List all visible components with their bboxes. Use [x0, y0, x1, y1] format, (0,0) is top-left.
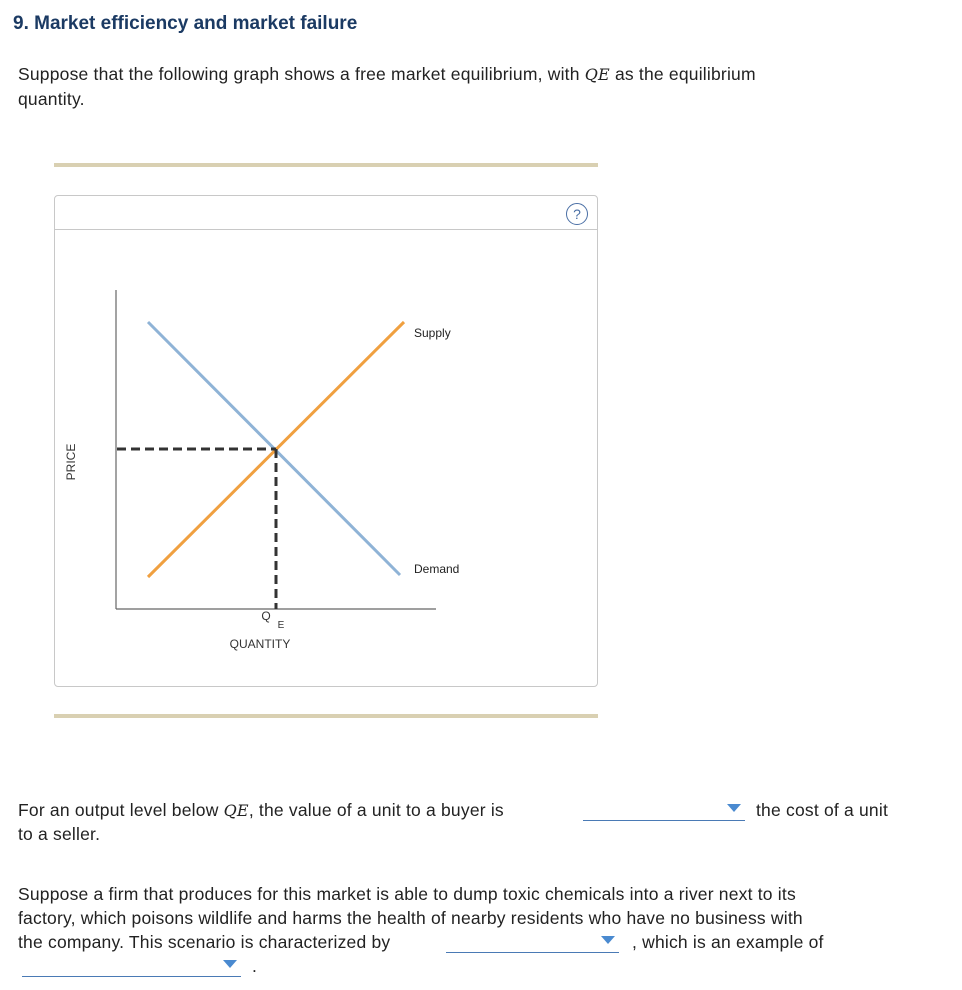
x-axis-label: QUANTITY — [229, 637, 291, 651]
chevron-down-icon — [223, 960, 237, 968]
q2-text-line1: Suppose a firm that produces for this market is able to dump toxic chemicals into a river next to its — [18, 884, 796, 904]
q1-qe-symbol: QE — [223, 801, 249, 820]
q2-end-period: . — [252, 956, 258, 976]
q2-text-line3b: , which is an example of — [632, 932, 824, 952]
q2-example-of-dropdown[interactable] — [22, 956, 241, 977]
intro-qe-symbol: QE — [584, 65, 610, 84]
bottom-divider — [54, 714, 598, 718]
q1-text-part3: the cost of a unit — [756, 800, 889, 820]
q1-text-part1: For an output level below — [18, 800, 224, 820]
intro-text-before: Suppose that the following graph shows a free market equilibrium, with — [18, 64, 585, 84]
y-axis-label: PRICE — [64, 443, 78, 481]
top-divider — [54, 163, 598, 167]
help-icon[interactable]: ? — [566, 203, 588, 225]
intro-paragraph — [18, 62, 756, 111]
chevron-down-icon — [601, 936, 615, 944]
q1-text-part2: , the value of a unit to a buyer is — [248, 800, 504, 820]
supply-label: Supply — [414, 326, 451, 340]
q1-comparison-dropdown[interactable] — [583, 800, 745, 821]
q2-characterized-by-dropdown[interactable] — [446, 932, 619, 953]
demand-label: Demand — [414, 562, 460, 576]
q2-text-line3a: the company. This scenario is characterized by — [18, 932, 391, 952]
qe-tick-label: Q — [261, 609, 271, 623]
q2-text-line2: factory, which poisons wildlife and harms the health of nearby residents who have no business with — [18, 908, 803, 928]
graph-header — [55, 196, 597, 230]
q1-text-line2: to a seller. — [18, 824, 101, 844]
intro-text-line2: quantity. — [18, 89, 85, 109]
graph-panel[interactable] — [54, 195, 598, 687]
chevron-down-icon — [727, 804, 741, 812]
page-title: 9. Market efficiency and market failure — [13, 13, 358, 34]
qe-tick-label-subscript: E — [277, 620, 285, 631]
intro-text-after: as the equilibrium — [609, 64, 756, 84]
